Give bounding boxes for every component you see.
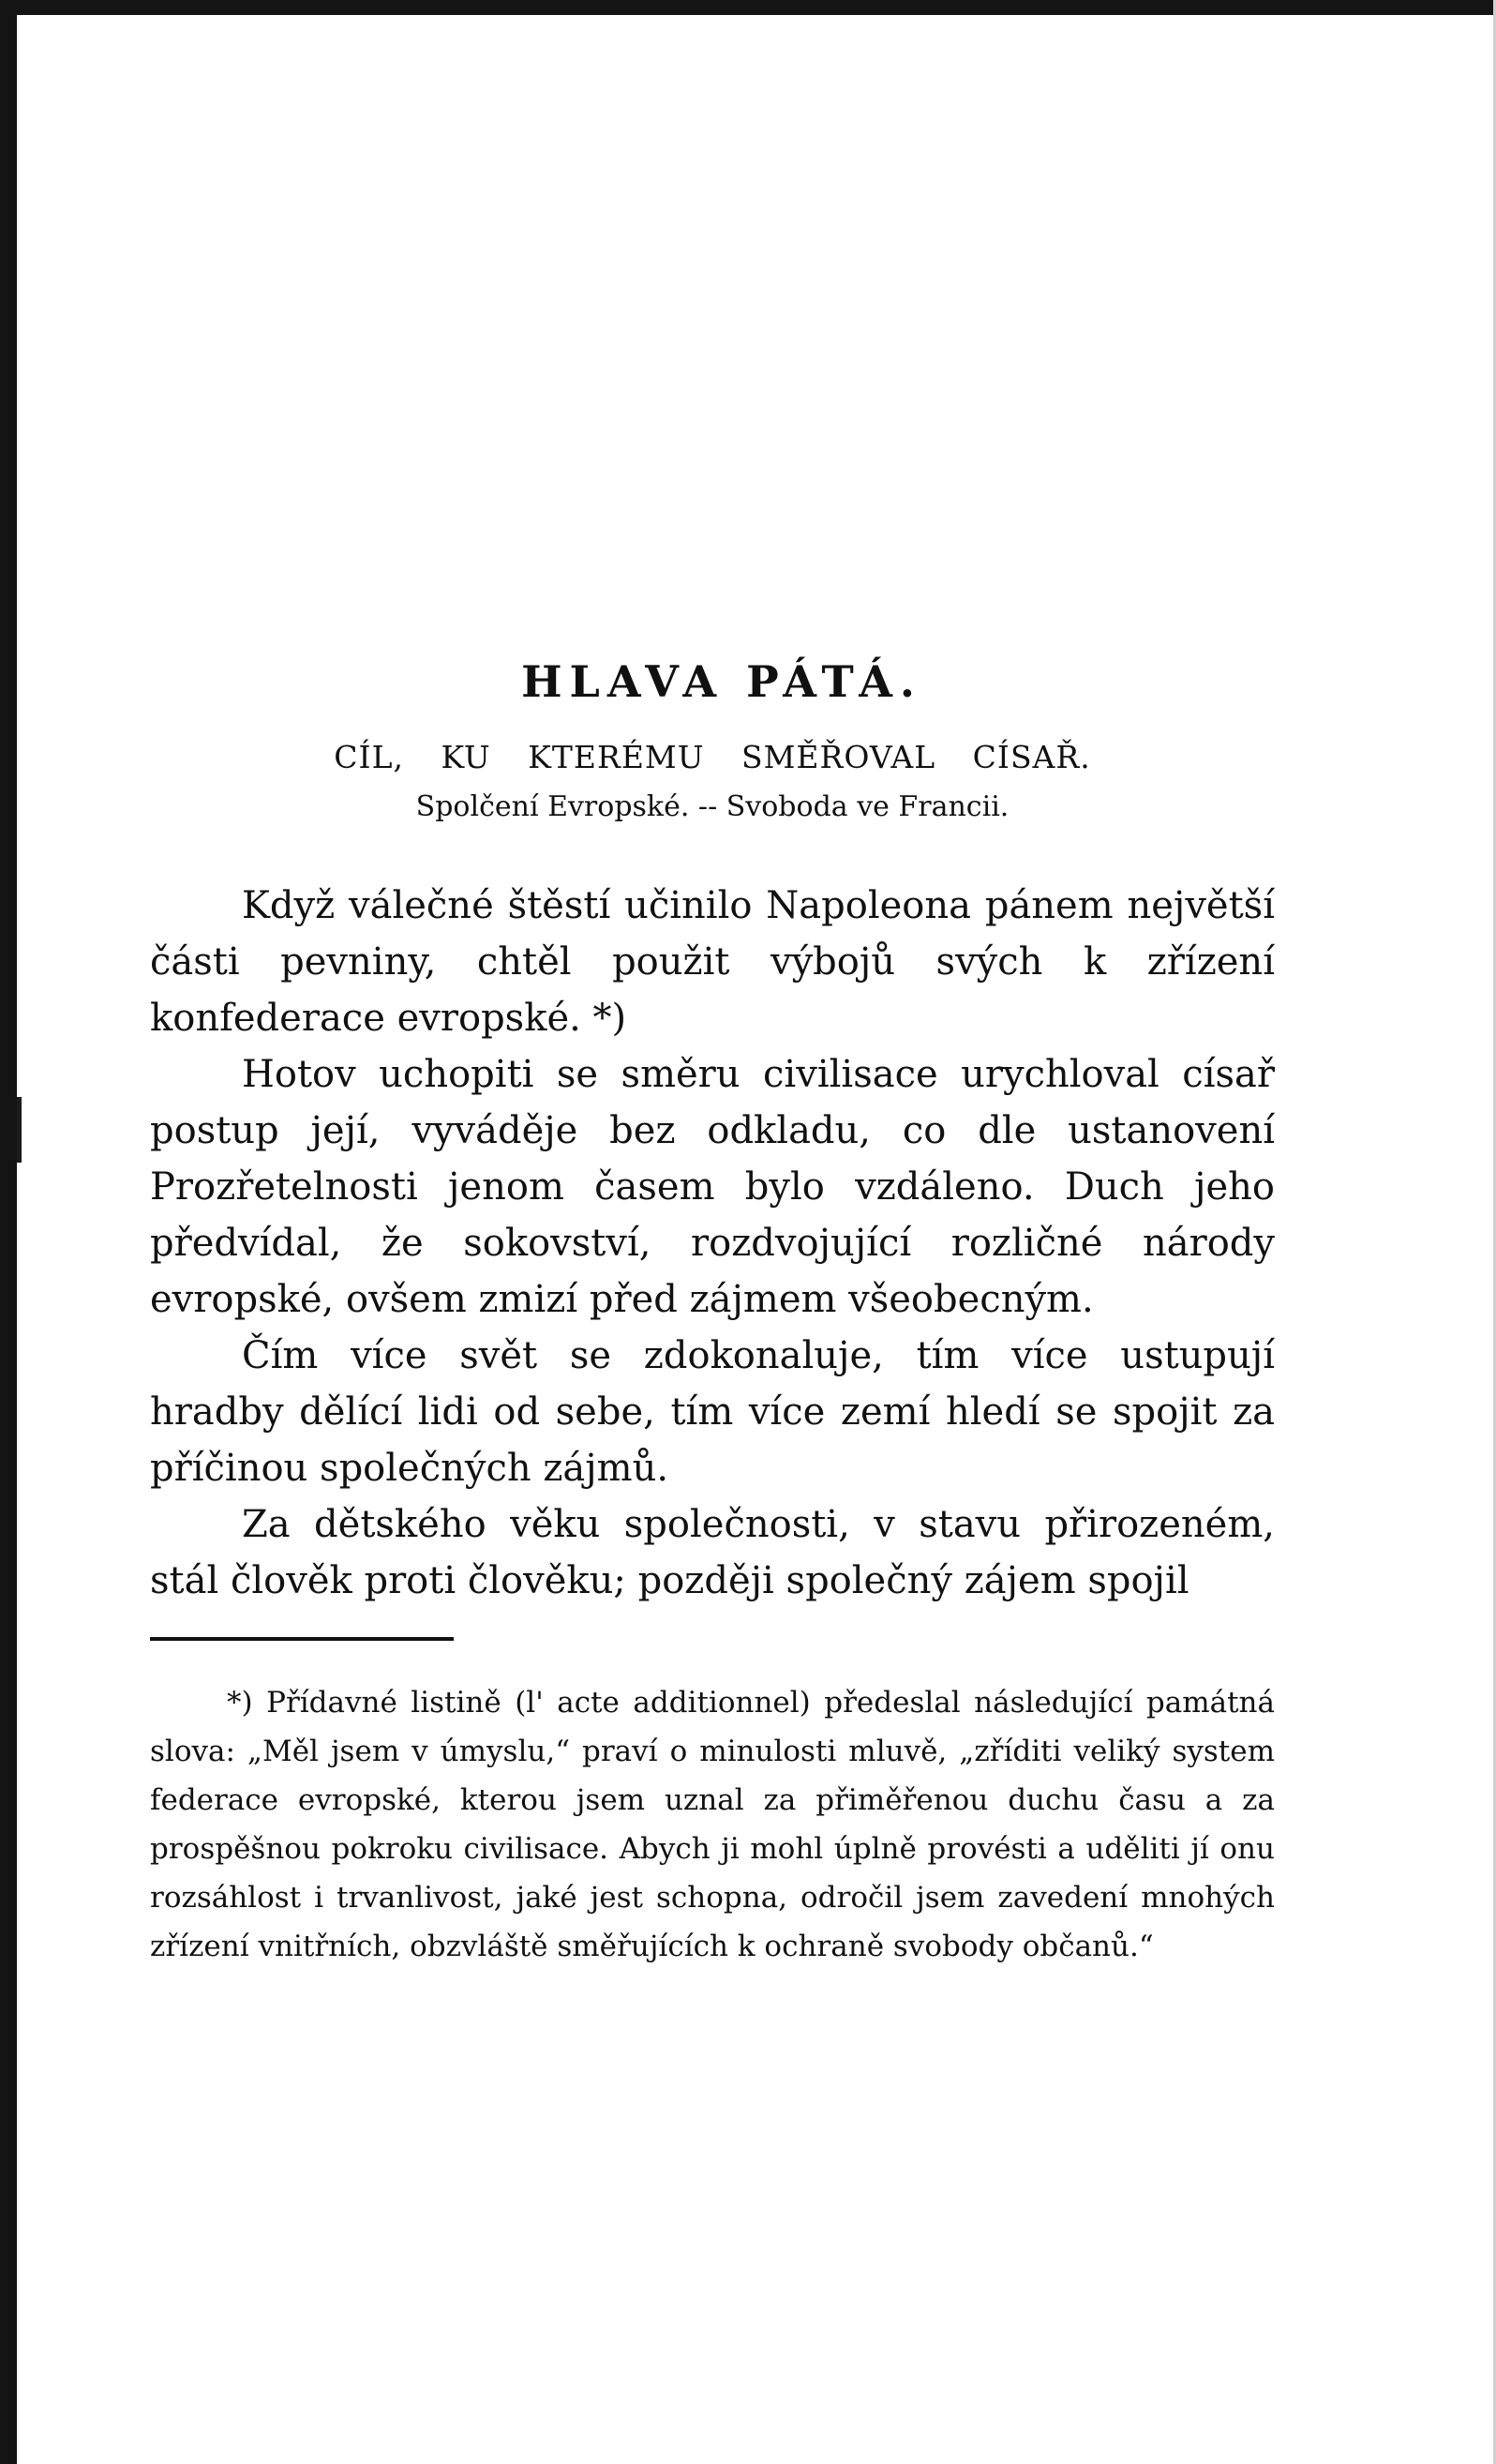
scan-edge-mark bbox=[17, 1097, 22, 1163]
paragraph: Hotov uchopiti se směru civilisace urychloval císař postup její, vyváděje bez odkladu, co dle ustanovení Prozřetelnosti jenom časem bylo vzdáleno. Duch jeho předvídal, že sokovství, rozdvojující rozličné národy evropské, ovšem zmizí před zájmem všeobecným. bbox=[150, 1053, 1275, 1321]
chapter-topics: Spolčení Evropské. -- Svoboda ve Francii. bbox=[415, 790, 1010, 823]
paragraph: Když válečné štěstí učinilo Napoleona pánem největší části pevniny, chtěl použit výbojů svých k zřízení konfederace evropské. *) bbox=[150, 884, 1275, 1040]
chapter-subtitle: CÍL, KU KTERÉMU SMĚŘOVAL CÍSAŘ. bbox=[334, 739, 1091, 775]
scan-left-border bbox=[0, 0, 17, 2464]
paragraph: Za dětského věku společnosti, v stavu přirozeném, stál člověk proti člověku; později společný zájem spojil bbox=[150, 1503, 1275, 1602]
body-text bbox=[150, 878, 1275, 1609]
scan-top-border bbox=[0, 0, 1496, 15]
paragraph: Čím více svět se zdokonaluje, tím více ustupují hradby dělící lidi od sebe, tím více zemí hledí se spojit za příčinou společných zájmů. bbox=[150, 1334, 1275, 1490]
chapter-title: HLAVA PÁTÁ. bbox=[521, 656, 922, 707]
book-page bbox=[150, 656, 1275, 1971]
footnote: *) Přídavné listině (l' acte additionnel) předeslal následující památná slova: „Měl jsem v úmyslu,“ praví o minulosti mluvě, „zříditi veliký system federace evropské, kterou jsem uznal za přiměřenou duchu času a za prospěšnou pokroku civilisace. Abych ji mohl úplně provésti a uděliti jí onu rozsáhlost i trvanlivost, jaké jest schopna, odročil jsem zavedení mnohých zřízení vnitřních, obzvláště směřujících k ochraně svobody občanů.“ bbox=[150, 1686, 1275, 1963]
footnote-separator bbox=[150, 1637, 454, 1641]
